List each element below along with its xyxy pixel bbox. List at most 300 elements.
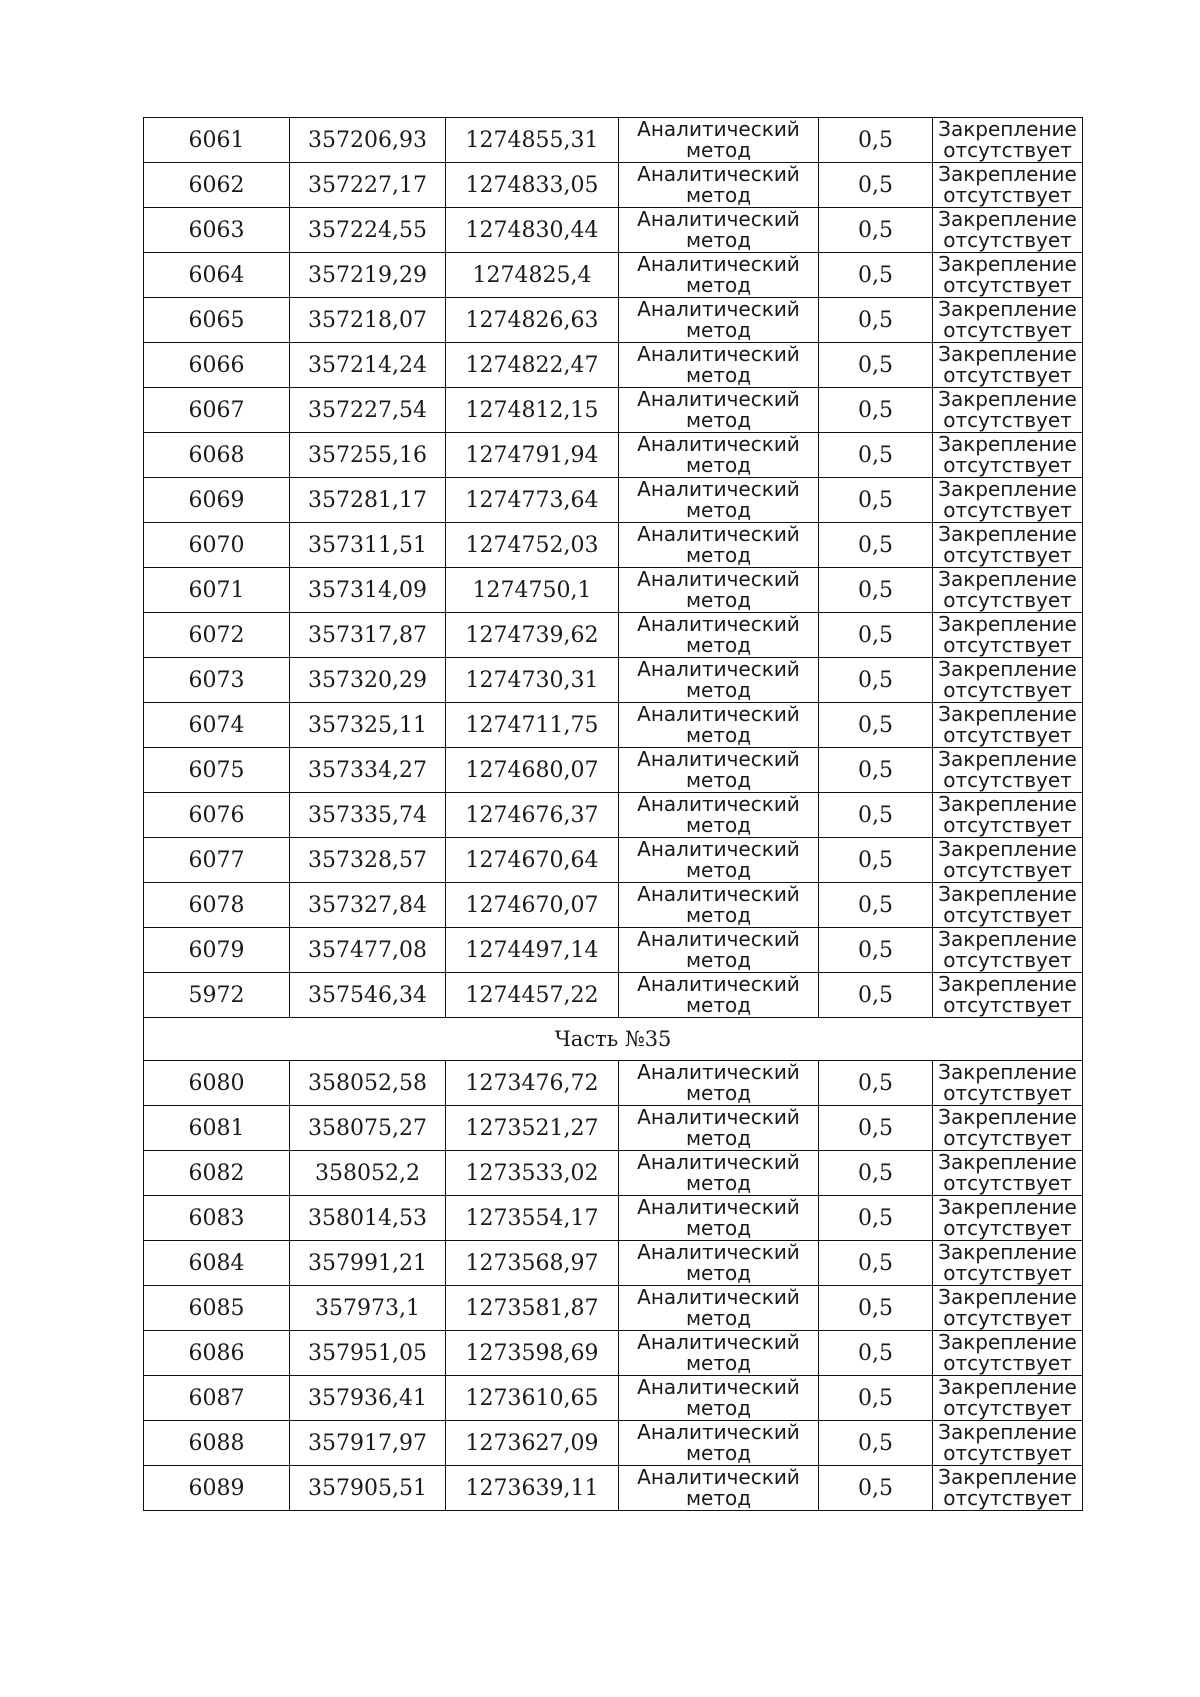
method-line-1: Аналитический	[637, 342, 800, 366]
y-coordinate-cell: 1273554,17	[446, 1196, 619, 1241]
fixation-cell	[933, 118, 1083, 163]
method-line-2: метод	[685, 453, 752, 477]
y-coordinate-cell: 1274791,94	[446, 433, 619, 478]
method-cell	[619, 838, 819, 883]
method-line-2: метод	[685, 408, 752, 432]
point-number-cell: 6081	[144, 1106, 290, 1151]
fixation-line-2: отсутствует	[943, 993, 1072, 1017]
fixation-line-1: Закрепление	[938, 207, 1077, 231]
y-coordinate-cell: 1273598,69	[446, 1331, 619, 1376]
method-line-2: метод	[685, 813, 752, 837]
method-line-1: Аналитический	[637, 1150, 800, 1174]
point-number-cell: 6063	[144, 208, 290, 253]
fixation-cell	[933, 388, 1083, 433]
fixation-cell	[933, 1466, 1083, 1511]
section-row	[144, 1018, 1083, 1061]
table-row	[144, 793, 1083, 838]
error-cell: 0,5	[819, 1151, 933, 1196]
table-row	[144, 163, 1083, 208]
x-coordinate-cell: 357334,27	[290, 748, 446, 793]
fixation-cell	[933, 163, 1083, 208]
method-cell	[619, 613, 819, 658]
method-line-2: метод	[685, 138, 752, 162]
fixation-cell	[933, 883, 1083, 928]
x-coordinate-cell: 358014,53	[290, 1196, 446, 1241]
fixation-cell	[933, 1151, 1083, 1196]
method-line-2: метод	[685, 993, 752, 1017]
method-line-1: Аналитический	[637, 1285, 800, 1309]
fixation-cell	[933, 1331, 1083, 1376]
error-cell: 0,5	[819, 208, 933, 253]
method-cell	[619, 748, 819, 793]
table-row	[144, 1376, 1083, 1421]
fixation-line-1: Закрепление	[938, 117, 1077, 141]
table-row	[144, 883, 1083, 928]
fixation-cell	[933, 658, 1083, 703]
fixation-line-1: Закрепление	[938, 567, 1077, 591]
fixation-cell	[933, 973, 1083, 1018]
point-number-cell: 6073	[144, 658, 290, 703]
fixation-line-2: отсутствует	[943, 1171, 1072, 1195]
method-line-2: метод	[685, 1171, 752, 1195]
fixation-line-2: отсутствует	[943, 768, 1072, 792]
method-line-2: метод	[685, 1261, 752, 1285]
table-row	[144, 1106, 1083, 1151]
x-coordinate-cell: 357477,08	[290, 928, 446, 973]
method-line-1: Аналитический	[637, 567, 800, 591]
method-cell	[619, 298, 819, 343]
x-coordinate-cell: 357227,17	[290, 163, 446, 208]
method-line-2: метод	[685, 1126, 752, 1150]
method-line-1: Аналитический	[637, 522, 800, 546]
fixation-cell	[933, 613, 1083, 658]
fixation-cell	[933, 703, 1083, 748]
point-number-cell: 6070	[144, 523, 290, 568]
table-row	[144, 1241, 1083, 1286]
point-number-cell: 6064	[144, 253, 290, 298]
fixation-line-1: Закрепление	[938, 972, 1077, 996]
method-line-2: метод	[685, 498, 752, 522]
method-line-2: метод	[685, 1216, 752, 1240]
method-line-1: Аналитический	[637, 207, 800, 231]
method-line-2: метод	[685, 273, 752, 297]
method-line-2: метод	[685, 1486, 752, 1510]
y-coordinate-cell: 1274457,22	[446, 973, 619, 1018]
error-cell: 0,5	[819, 1376, 933, 1421]
x-coordinate-cell: 357917,97	[290, 1421, 446, 1466]
method-cell	[619, 1421, 819, 1466]
point-number-cell: 6075	[144, 748, 290, 793]
point-number-cell: 6068	[144, 433, 290, 478]
fixation-cell	[933, 838, 1083, 883]
fixation-line-2: отсутствует	[943, 633, 1072, 657]
error-cell: 0,5	[819, 568, 933, 613]
fixation-line-2: отсутствует	[943, 183, 1072, 207]
method-cell	[619, 478, 819, 523]
fixation-line-1: Закрепление	[938, 1330, 1077, 1354]
point-number-cell: 6086	[144, 1331, 290, 1376]
x-coordinate-cell: 357973,1	[290, 1286, 446, 1331]
error-cell: 0,5	[819, 163, 933, 208]
fixation-line-1: Закрепление	[938, 1285, 1077, 1309]
method-line-2: метод	[685, 1441, 752, 1465]
table-row	[144, 253, 1083, 298]
point-number-cell: 6079	[144, 928, 290, 973]
fixation-line-1: Закрепление	[938, 1060, 1077, 1084]
table-row	[144, 748, 1083, 793]
x-coordinate-cell: 357327,84	[290, 883, 446, 928]
method-cell	[619, 883, 819, 928]
x-coordinate-cell: 357317,87	[290, 613, 446, 658]
table-row	[144, 1151, 1083, 1196]
error-cell: 0,5	[819, 838, 933, 883]
method-line-1: Аналитический	[637, 477, 800, 501]
point-number-cell: 6087	[144, 1376, 290, 1421]
fixation-line-1: Закрепление	[938, 297, 1077, 321]
table-row	[144, 1061, 1083, 1106]
y-coordinate-cell: 1274750,1	[446, 568, 619, 613]
table-row	[144, 1286, 1083, 1331]
method-line-2: метод	[685, 183, 752, 207]
method-cell	[619, 568, 819, 613]
method-cell	[619, 658, 819, 703]
fixation-cell	[933, 298, 1083, 343]
y-coordinate-cell: 1274752,03	[446, 523, 619, 568]
method-line-1: Аналитический	[637, 387, 800, 411]
fixation-line-1: Закрепление	[938, 1420, 1077, 1444]
fixation-line-1: Закрепление	[938, 1375, 1077, 1399]
table-row	[144, 1196, 1083, 1241]
x-coordinate-cell: 357206,93	[290, 118, 446, 163]
method-line-1: Аналитический	[637, 972, 800, 996]
method-line-2: метод	[685, 723, 752, 747]
table-row	[144, 568, 1083, 613]
method-line-2: метод	[685, 363, 752, 387]
point-number-cell: 6062	[144, 163, 290, 208]
y-coordinate-cell: 1273627,09	[446, 1421, 619, 1466]
method-line-1: Аналитический	[637, 612, 800, 636]
method-cell	[619, 388, 819, 433]
table-body-part-a	[144, 118, 1083, 1018]
method-cell	[619, 1466, 819, 1511]
fixation-line-2: отсутствует	[943, 228, 1072, 252]
y-coordinate-cell: 1273610,65	[446, 1376, 619, 1421]
point-number-cell: 5972	[144, 973, 290, 1018]
fixation-line-1: Закрепление	[938, 1240, 1077, 1264]
coordinates-table	[143, 117, 1083, 1511]
y-coordinate-cell: 1274497,14	[446, 928, 619, 973]
method-cell	[619, 253, 819, 298]
fixation-line-2: отсутствует	[943, 1351, 1072, 1375]
table-row	[144, 388, 1083, 433]
point-number-cell: 6061	[144, 118, 290, 163]
table-row	[144, 343, 1083, 388]
x-coordinate-cell: 357325,11	[290, 703, 446, 748]
y-coordinate-cell: 1273639,11	[446, 1466, 619, 1511]
method-line-2: метод	[685, 1306, 752, 1330]
fixation-line-1: Закрепление	[938, 1465, 1077, 1489]
method-line-2: метод	[685, 1081, 752, 1105]
fixation-cell	[933, 1196, 1083, 1241]
point-number-cell: 6082	[144, 1151, 290, 1196]
fixation-cell	[933, 793, 1083, 838]
x-coordinate-cell: 358052,58	[290, 1061, 446, 1106]
method-line-1: Аналитический	[637, 1330, 800, 1354]
method-cell	[619, 1286, 819, 1331]
fixation-line-1: Закрепление	[938, 702, 1077, 726]
table-row	[144, 1466, 1083, 1511]
y-coordinate-cell: 1274670,07	[446, 883, 619, 928]
x-coordinate-cell: 357335,74	[290, 793, 446, 838]
table-row	[144, 838, 1083, 883]
fixation-line-2: отсутствует	[943, 318, 1072, 342]
y-coordinate-cell: 1274822,47	[446, 343, 619, 388]
y-coordinate-cell: 1274812,15	[446, 388, 619, 433]
fixation-cell	[933, 928, 1083, 973]
fixation-line-2: отсутствует	[943, 1486, 1072, 1510]
error-cell: 0,5	[819, 298, 933, 343]
method-line-1: Аналитический	[637, 1240, 800, 1264]
y-coordinate-cell: 1274670,64	[446, 838, 619, 883]
fixation-cell	[933, 1106, 1083, 1151]
method-line-1: Аналитический	[637, 1420, 800, 1444]
error-cell: 0,5	[819, 118, 933, 163]
fixation-line-2: отсутствует	[943, 678, 1072, 702]
table-row	[144, 1331, 1083, 1376]
fixation-cell	[933, 1241, 1083, 1286]
error-cell: 0,5	[819, 433, 933, 478]
method-line-2: метод	[685, 858, 752, 882]
y-coordinate-cell: 1274680,07	[446, 748, 619, 793]
point-number-cell: 6083	[144, 1196, 290, 1241]
fixation-line-2: отсутствует	[943, 138, 1072, 162]
x-coordinate-cell: 357219,29	[290, 253, 446, 298]
fixation-cell	[933, 253, 1083, 298]
error-cell: 0,5	[819, 973, 933, 1018]
fixation-cell	[933, 1061, 1083, 1106]
fixation-line-2: отсутствует	[943, 1441, 1072, 1465]
method-line-2: метод	[685, 948, 752, 972]
fixation-line-1: Закрепление	[938, 522, 1077, 546]
fixation-cell	[933, 568, 1083, 613]
error-cell: 0,5	[819, 703, 933, 748]
point-number-cell: 6078	[144, 883, 290, 928]
method-line-1: Аналитический	[637, 657, 800, 681]
x-coordinate-cell: 357951,05	[290, 1331, 446, 1376]
method-line-1: Аналитический	[637, 837, 800, 861]
method-line-1: Аналитический	[637, 792, 800, 816]
point-number-cell: 6076	[144, 793, 290, 838]
y-coordinate-cell: 1274855,31	[446, 118, 619, 163]
method-cell	[619, 1241, 819, 1286]
table-row	[144, 523, 1083, 568]
method-cell	[619, 928, 819, 973]
fixation-line-1: Закрепление	[938, 882, 1077, 906]
fixation-cell	[933, 478, 1083, 523]
table-row	[144, 658, 1083, 703]
y-coordinate-cell: 1274739,62	[446, 613, 619, 658]
error-cell: 0,5	[819, 343, 933, 388]
point-number-cell: 6080	[144, 1061, 290, 1106]
method-line-1: Аналитический	[637, 927, 800, 951]
method-line-2: метод	[685, 1396, 752, 1420]
y-coordinate-cell: 1274730,31	[446, 658, 619, 703]
fixation-line-2: отсутствует	[943, 813, 1072, 837]
x-coordinate-cell: 358052,2	[290, 1151, 446, 1196]
table-row	[144, 208, 1083, 253]
fixation-line-2: отсутствует	[943, 1396, 1072, 1420]
y-coordinate-cell: 1273521,27	[446, 1106, 619, 1151]
table-row	[144, 703, 1083, 748]
error-cell: 0,5	[819, 1061, 933, 1106]
x-coordinate-cell: 357991,21	[290, 1241, 446, 1286]
error-cell: 0,5	[819, 253, 933, 298]
y-coordinate-cell: 1274833,05	[446, 163, 619, 208]
fixation-cell	[933, 343, 1083, 388]
error-cell: 0,5	[819, 1331, 933, 1376]
fixation-line-2: отсутствует	[943, 1216, 1072, 1240]
point-number-cell: 6072	[144, 613, 290, 658]
method-cell	[619, 118, 819, 163]
method-cell	[619, 208, 819, 253]
fixation-line-1: Закрепление	[938, 612, 1077, 636]
method-line-2: метод	[685, 903, 752, 927]
error-cell: 0,5	[819, 1196, 933, 1241]
table-row	[144, 298, 1083, 343]
y-coordinate-cell: 1273581,87	[446, 1286, 619, 1331]
x-coordinate-cell: 357314,09	[290, 568, 446, 613]
error-cell: 0,5	[819, 1241, 933, 1286]
fixation-cell	[933, 748, 1083, 793]
point-number-cell: 6066	[144, 343, 290, 388]
fixation-line-2: отсутствует	[943, 1306, 1072, 1330]
error-cell: 0,5	[819, 793, 933, 838]
y-coordinate-cell: 1273476,72	[446, 1061, 619, 1106]
fixation-line-2: отсутствует	[943, 273, 1072, 297]
table-row	[144, 478, 1083, 523]
point-number-cell: 6077	[144, 838, 290, 883]
fixation-line-2: отсутствует	[943, 408, 1072, 432]
method-line-2: метод	[685, 588, 752, 612]
fixation-cell	[933, 1286, 1083, 1331]
y-coordinate-cell: 1273568,97	[446, 1241, 619, 1286]
method-line-1: Аналитический	[637, 1465, 800, 1489]
method-line-1: Аналитический	[637, 1375, 800, 1399]
x-coordinate-cell: 357218,07	[290, 298, 446, 343]
method-line-1: Аналитический	[637, 1105, 800, 1129]
method-line-1: Аналитический	[637, 702, 800, 726]
method-cell	[619, 523, 819, 568]
method-cell	[619, 433, 819, 478]
fixation-line-2: отсутствует	[943, 723, 1072, 747]
table-body-part-b	[144, 1061, 1083, 1511]
y-coordinate-cell: 1274830,44	[446, 208, 619, 253]
x-coordinate-cell: 357328,57	[290, 838, 446, 883]
fixation-cell	[933, 208, 1083, 253]
fixation-line-1: Закрепление	[938, 1150, 1077, 1174]
x-coordinate-cell: 357311,51	[290, 523, 446, 568]
table-row	[144, 928, 1083, 973]
x-coordinate-cell: 357936,41	[290, 1376, 446, 1421]
y-coordinate-cell: 1274826,63	[446, 298, 619, 343]
fixation-line-2: отсутствует	[943, 903, 1072, 927]
error-cell: 0,5	[819, 748, 933, 793]
fixation-cell	[933, 1421, 1083, 1466]
fixation-line-1: Закрепление	[938, 747, 1077, 771]
error-cell: 0,5	[819, 883, 933, 928]
method-line-2: метод	[685, 228, 752, 252]
x-coordinate-cell: 357281,17	[290, 478, 446, 523]
fixation-line-1: Закрепление	[938, 387, 1077, 411]
point-number-cell: 6088	[144, 1421, 290, 1466]
fixation-line-1: Закрепление	[938, 927, 1077, 951]
x-coordinate-cell: 357224,55	[290, 208, 446, 253]
fixation-line-2: отсутствует	[943, 498, 1072, 522]
point-number-cell: 6084	[144, 1241, 290, 1286]
fixation-line-1: Закрепление	[938, 477, 1077, 501]
fixation-line-2: отсутствует	[943, 1126, 1072, 1150]
fixation-line-2: отсутствует	[943, 543, 1072, 567]
fixation-line-1: Закрепление	[938, 1105, 1077, 1129]
method-line-1: Аналитический	[637, 297, 800, 321]
error-cell: 0,5	[819, 1286, 933, 1331]
method-line-1: Аналитический	[637, 432, 800, 456]
fixation-line-2: отсутствует	[943, 588, 1072, 612]
table-row	[144, 118, 1083, 163]
table-row	[144, 1421, 1083, 1466]
error-cell: 0,5	[819, 658, 933, 703]
error-cell: 0,5	[819, 613, 933, 658]
section-title: Часть №35	[144, 1018, 1083, 1061]
y-coordinate-cell: 1274773,64	[446, 478, 619, 523]
table-row	[144, 433, 1083, 478]
method-line-1: Аналитический	[637, 882, 800, 906]
y-coordinate-cell: 1274825,4	[446, 253, 619, 298]
method-line-1: Аналитический	[637, 1195, 800, 1219]
method-line-2: метод	[685, 318, 752, 342]
x-coordinate-cell: 357214,24	[290, 343, 446, 388]
x-coordinate-cell: 357227,54	[290, 388, 446, 433]
method-cell	[619, 1331, 819, 1376]
method-cell	[619, 163, 819, 208]
fixation-line-2: отсутствует	[943, 948, 1072, 972]
method-line-2: метод	[685, 1351, 752, 1375]
method-cell	[619, 1151, 819, 1196]
method-line-2: метод	[685, 633, 752, 657]
method-line-1: Аналитический	[637, 1060, 800, 1084]
fixation-line-1: Закрепление	[938, 792, 1077, 816]
table-row	[144, 973, 1083, 1018]
point-number-cell: 6071	[144, 568, 290, 613]
error-cell: 0,5	[819, 928, 933, 973]
y-coordinate-cell: 1274676,37	[446, 793, 619, 838]
fixation-line-1: Закрепление	[938, 252, 1077, 276]
method-line-1: Аналитический	[637, 252, 800, 276]
fixation-line-1: Закрепление	[938, 432, 1077, 456]
method-cell	[619, 703, 819, 748]
method-cell	[619, 343, 819, 388]
method-cell	[619, 1376, 819, 1421]
fixation-cell	[933, 523, 1083, 568]
x-coordinate-cell: 358075,27	[290, 1106, 446, 1151]
error-cell: 0,5	[819, 523, 933, 568]
fixation-line-1: Закрепление	[938, 657, 1077, 681]
x-coordinate-cell: 357255,16	[290, 433, 446, 478]
error-cell: 0,5	[819, 1421, 933, 1466]
fixation-line-1: Закрепление	[938, 1195, 1077, 1219]
fixation-cell	[933, 433, 1083, 478]
method-cell	[619, 793, 819, 838]
